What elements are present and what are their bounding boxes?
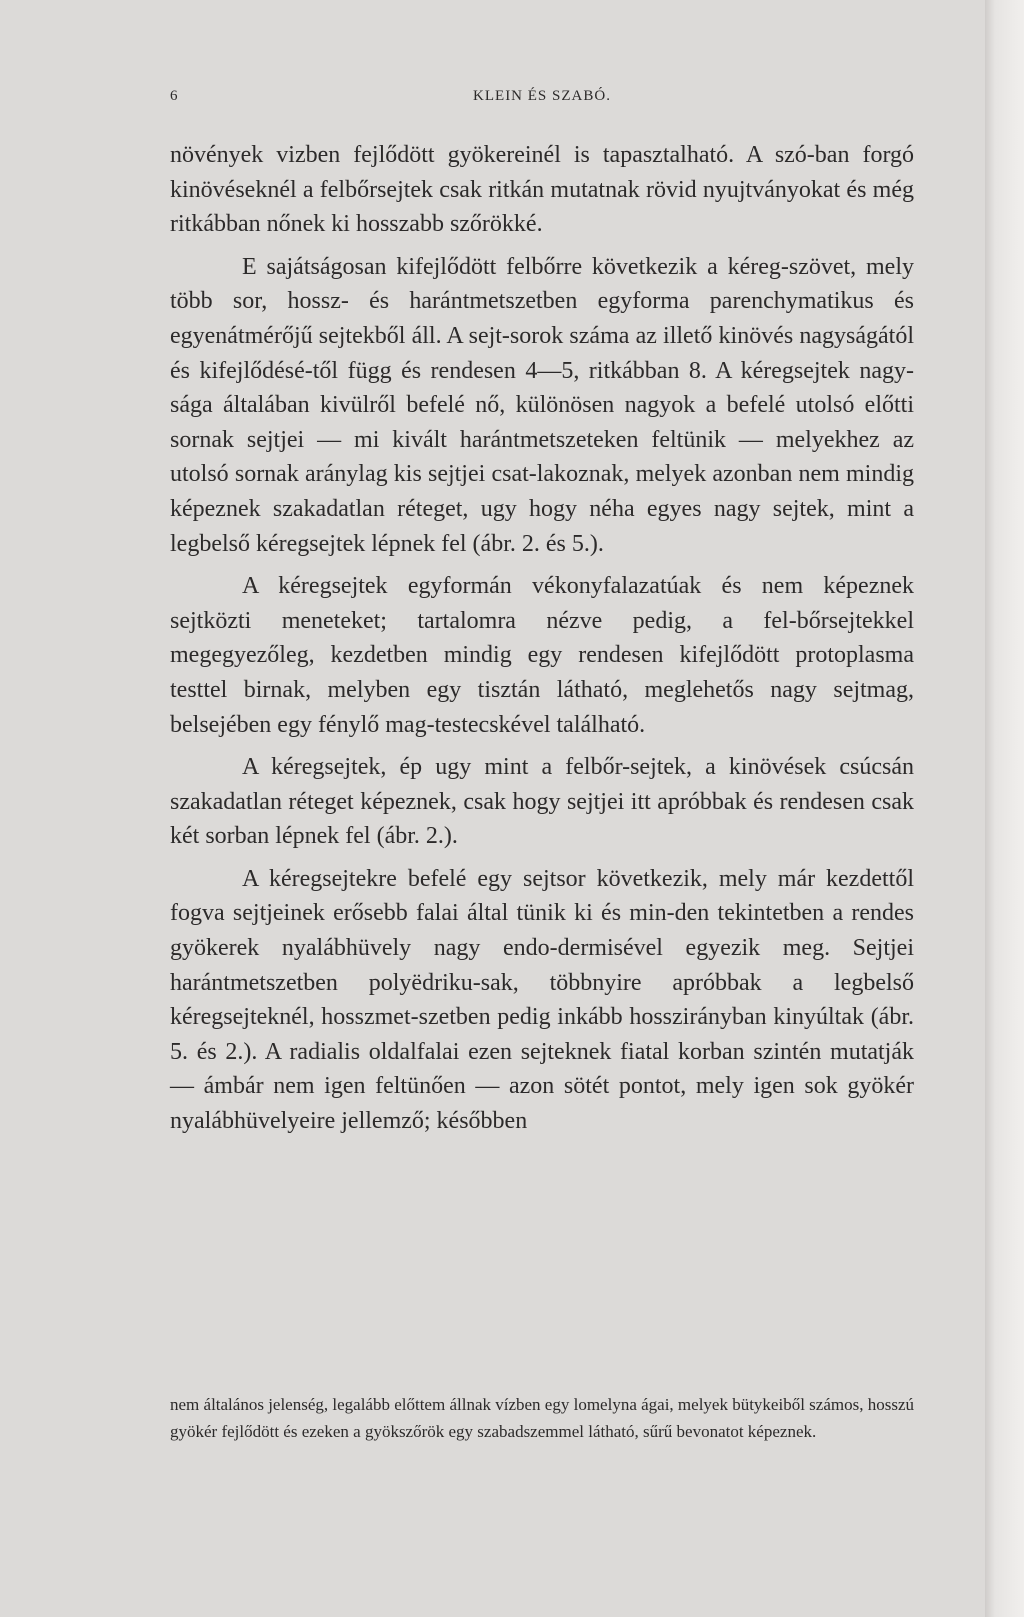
paragraph: E sajátságosan kifejlődött felbőrre következik a kéreg-szövet, mely több sor, hossz- és harántmetszetben egyforma parenchymatikus és egyenátmérőjű sejtekből áll. A sejt-sorok száma az illető kinövés nagyságától és kifejlődésé-től függ és rendesen 4—5, ritkábban 8. A kéregsejtek nagy-sága általában kivülről befelé nő, különösen nagyok a befelé utolsó előtti sornak sejtjei — mi kivált harántmetszeteken feltünik — melyekhez az utolsó sornak aránylag kis sejtjei csat-lakoznak, melyek azonban nem mindig képeznek szakadatlan réteget, ugy hogy néha egyes nagy sejtek, mint a legbelső kéregsejtek lépnek fel (ábr. 2. és 5.). [170,253,914,557]
footnote [170,1392,914,1445]
paragraph: A kéregsejtek, ép ugy mint a felbőr-sejtek, a kinövések csúcsán szakadatlan réteget képeznek, csak hogy sejtjei itt apróbbak és rendesen csak két sorban lépnek fel (ábr. 2.). [170,754,914,850]
paragraph: növények vizben fejlődött gyökereinél is tapasztalható. A szó-ban forgó kinövéseknél a felbőrsejtek csak ritkán mutatnak rövid nyujtványokat és még ritkábban nőnek ki hosszabb szőrökké. [170,142,914,238]
running-title: KLEIN ÉS SZABÓ. [473,88,611,104]
body-text [170,138,914,1139]
footnote-text: nem általános jelenség, legalább előttem állnak vízben egy lomelyna ágai, melyek bütykeiből számos, hosszú gyökér fejlődött és ezeken a gyökszőrök egy szabadszemmel látható, sűrű bevonatot képeznek. [170,1395,914,1441]
page-edge [985,0,1024,1617]
paragraph: A kéregsejtek egyformán vékonyfalazatúak és nem képeznek sejtközti meneteket; tartalomra nézve pedig, a fel-bőrsejtekkel megegyezőleg, kezdetben mindig egy rendesen kifejlődött protoplasma testtel birnak, melyben egy tisztán látható, meglehetős nagy sejtmag, belsejében egy fénylő mag-testecskével található. [170,573,914,738]
page-header [170,88,914,114]
page-number: 6 [170,88,179,104]
paragraph: A kéregsejtekre befelé egy sejtsor következik, mely már kezdettől fogva sejtjeinek erősebb falai által tünik ki és min-den tekintetben a rendes gyökerek nyalábhüvely nagy endo-dermisével egyezik meg. Sejtjei harántmetszetben polyëdriku-sak, többnyire apróbbak a legbelső kéregsejteknél, hosszmet-szetben pedig inkább hosszirányban kinyúltak (ábr. 5. és 2.). A radialis oldalfalai ezen sejteknek fiatal korban szintén mutatják — ámbár nem igen feltünően — azon sötét pontot, mely igen sok gyökér nyalábhüvelyeire jellemző; későbben [170,865,914,1135]
